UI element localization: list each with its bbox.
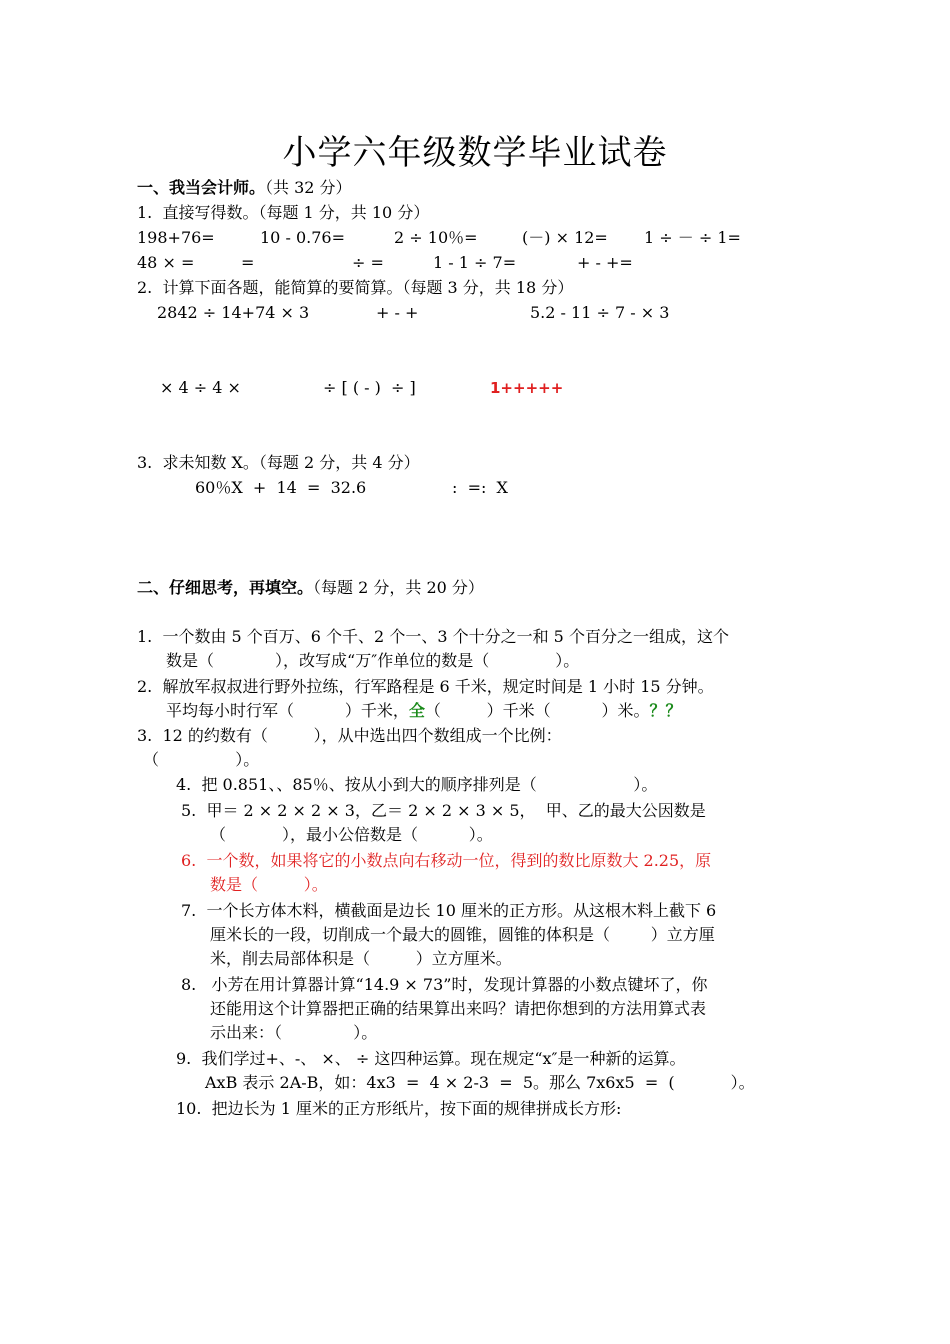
s2-q2-green-text: 全: [408, 701, 425, 720]
q2-row1-item: 5.2 - 11 ÷ 7 - × 3: [530, 303, 670, 322]
q3-equation-2: : =: X: [452, 478, 508, 497]
s2-q8-line3: 示出来：（ ）。: [210, 1023, 378, 1042]
section-2-score: （每题 2 分，共 20 分）: [313, 578, 484, 597]
s2-q4: 4. 把 0.851、、85％、按从小到大的顺序排列是（ ）。: [176, 775, 658, 794]
s2-q2-line2: [166, 700, 682, 722]
q1-row2-item: 1 - 1 ÷ 7=: [433, 253, 517, 272]
q1-row2-item: + - +=: [577, 253, 633, 272]
q3-label: 3. 求未知数 X。（每题 2 分，共 4 分）: [137, 453, 420, 472]
q1-row2-item: ÷ =: [352, 253, 384, 272]
q1-row1-item: 198+76=: [137, 228, 215, 247]
s2-q2-line1: 2. 解放军叔叔进行野外拉练，行军路程是 6 千米，规定时间是 1 小时 15 分钟。: [137, 677, 714, 696]
q2-row2-item: ÷ [ ( - ) ÷ ]: [323, 378, 416, 397]
section-1-heading: [137, 177, 352, 199]
s2-q9-line1: 9. 我们学过+、-、 ×、 ÷ 这四种运算。现在规定“x″是一种新的运算。: [176, 1049, 686, 1068]
page-title: 小学六年级数学毕业试卷: [282, 133, 668, 173]
q1-row1-item: (－) × 12=: [522, 228, 608, 247]
s2-q7-line3: 米，削去局部体积是（ ）立方厘米。: [210, 949, 512, 968]
q1-row1-item: 1 ÷ － ÷ 1=: [644, 228, 741, 247]
s2-q9-line2: AxB 表示 2A-B，如：4x3 = 4 × 2-3 = 5。那么 7x6x5 = ( ）。: [205, 1073, 755, 1092]
q1-row1-item: 10 - 0.76=: [260, 228, 345, 247]
s2-q2-part1: 平均每小时行军（ ）千米，: [166, 701, 409, 720]
s2-q5-line2: （ ），最小公倍数是（ ）。: [210, 825, 493, 844]
s2-q3-line1: 3. 12 的约数有（ ），从中选出四个数组成一个比例：: [137, 726, 562, 745]
q2-row2-item: × 4 ÷ 4 ×: [160, 378, 241, 397]
q3-equation-1: 60％X + 14 = 32.6: [195, 478, 367, 497]
section-2-heading-text: 二、仔细思考，再填空。: [137, 578, 314, 597]
q1-label: 1. 直接写得数。（每题 1 分，共 10 分）: [137, 203, 430, 222]
q1-row2-item: 48 × =: [137, 253, 195, 272]
s2-q1-line2: 数是（ ），改写成“万″作单位的数是（ ）。: [166, 651, 580, 670]
section-2-heading: [137, 577, 484, 599]
s2-q6-line1: 6. 一个数，如果将它的小数点向右移动一位，得到的数比原数大 2.25，原: [181, 851, 712, 870]
s2-q8-line2: 还能用这个计算器把正确的结果算出来吗？请把你想到的方法用算式表: [210, 999, 707, 1018]
s2-q6-line2: 数是（ ）。: [210, 875, 328, 894]
s2-q2-part2: （ ）千米（ ）米。: [424, 701, 650, 720]
s2-q8-line1: 8. 小芳在用计算器计算“14.9 × 73”时，发现计算器的小数点键坏了，你: [181, 975, 708, 994]
s2-q5-line1: 5. 甲＝ 2 × 2 × 2 × 3，乙＝ 2 × 2 × 3 × 5， 甲、乙的最大公因数是: [181, 801, 706, 820]
q2-row1-item: + - +: [376, 303, 419, 322]
section-1-score: （共 32 分）: [265, 178, 352, 197]
s2-q1-line1: 1. 一个数由 5 个百万、6 个千、2 个一、3 个十分之一和 5 个百分之一组成，这个: [137, 627, 729, 646]
s2-q3-line2: （ ）。: [143, 750, 260, 769]
q1-row2-item: =: [241, 253, 255, 272]
s2-q7-line1: 7. 一个长方体木料，横截面是边长 10 厘米的正方形。从这根木料上截下 6: [181, 901, 717, 920]
s2-q2-question-marks: ？？: [649, 701, 682, 720]
q2-label: 2. 计算下面各题，能简算的要简算。（每题 3 分，共 18 分）: [137, 278, 574, 297]
s2-q7-line2: 厘米长的一段，切削成一个最大的圆锥，圆锥的体积是（ ）立方厘: [210, 925, 715, 944]
q1-row1-item: 2 ÷ 10％=: [394, 228, 478, 247]
section-1-heading-text: 一、我当会计师。: [137, 178, 266, 197]
q2-row2-item-highlight: 1+++++: [490, 379, 564, 397]
q2-row1-item: 2842 ÷ 14+74 × 3: [157, 303, 310, 322]
s2-q10: 10. 把边长为 1 厘米的正方形纸片，按下面的规律拼成长方形:: [176, 1099, 622, 1118]
